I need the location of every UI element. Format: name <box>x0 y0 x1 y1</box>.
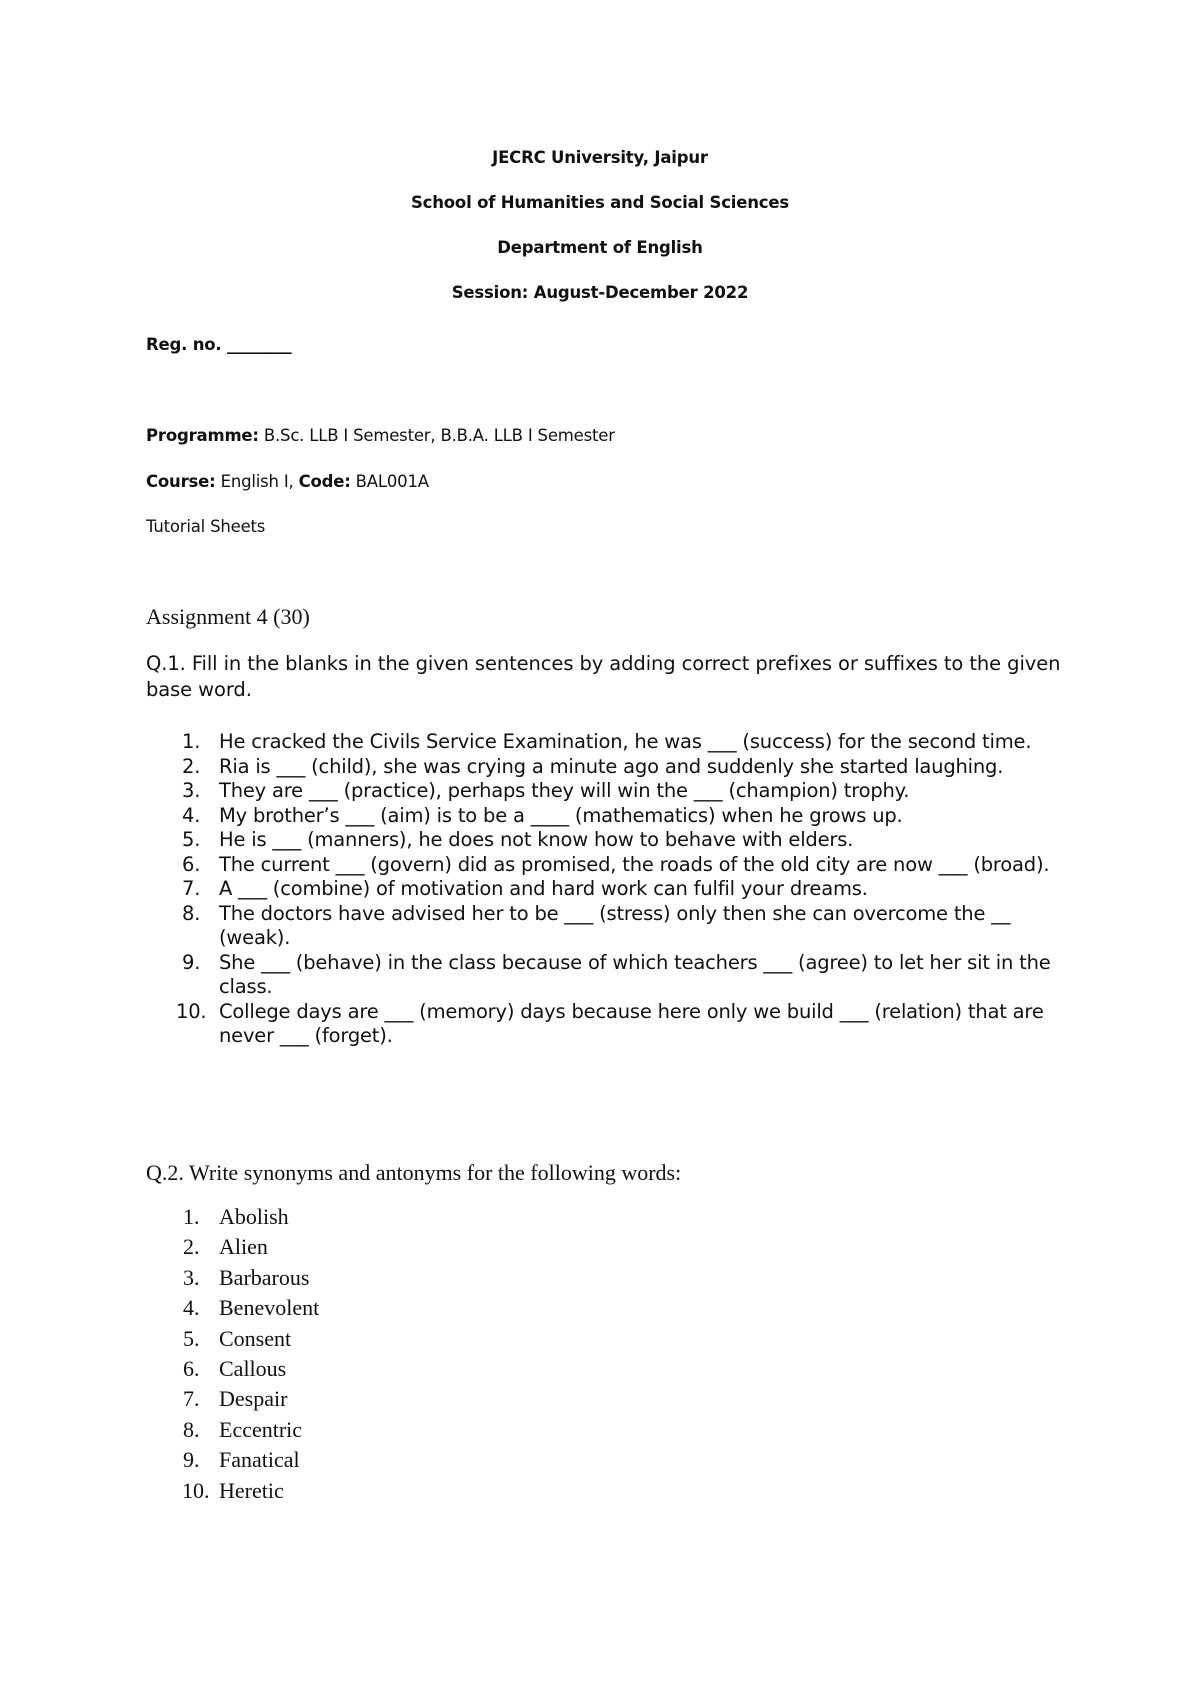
list-item <box>146 1354 319 1384</box>
list-item-number: 2. <box>182 754 201 778</box>
list-item <box>146 804 1066 829</box>
list-item-number: 5. <box>183 1325 200 1351</box>
list-item-number: 4. <box>182 803 201 827</box>
school-name: School of Humanities and Social Sciences <box>410 193 789 212</box>
question-2-prompt: Q.2. Write synonyms and antonyms for the following words: <box>146 1160 682 1185</box>
list-item-number: 9. <box>183 1447 200 1473</box>
list-item-text: Consent <box>219 1325 292 1351</box>
assignment-title: Assignment 4 (30) <box>146 604 310 629</box>
list-item-text: Barbarous <box>219 1264 310 1290</box>
list-item <box>146 730 1066 755</box>
list-item-text: College days are ___ (memory) days because here only we build ___ (relation) that are never ___ (forget). <box>219 999 1044 1047</box>
list-item-number: 1. <box>183 1204 200 1229</box>
list-item-text: Eccentric <box>219 1416 303 1442</box>
list-item-text: Callous <box>219 1356 287 1382</box>
list-item-number: 4. <box>183 1295 200 1321</box>
course-label: Course: <box>146 472 216 491</box>
list-item-number: 6. <box>182 852 201 876</box>
list-item-number: 6. <box>183 1356 200 1382</box>
university-name: JECRC University, Jaipur <box>492 148 708 167</box>
list-item-text: The current ___ (govern) did as promised, the roads of the old city are now ___ (broad). <box>219 852 1050 876</box>
list-item <box>146 755 1066 780</box>
list-item-text: She ___ (behave) in the class because of which teachers ___ (agree) to let her sit in the class. <box>219 950 1051 998</box>
department-name: Department of English <box>497 238 703 257</box>
list-item-text: They are ___ (practice), perhaps they will win the ___ (champion) trophy. <box>219 779 910 802</box>
code-value: BAL001A <box>355 472 429 491</box>
list-item <box>146 828 1066 853</box>
programme-line <box>146 426 615 446</box>
list-item-number: 10. <box>182 1477 210 1503</box>
reg-label: Reg. no. ________ <box>146 335 292 354</box>
list-item <box>146 1293 319 1323</box>
list-item-text: Benevolent <box>219 1295 320 1321</box>
list-item-text: Ria is ___ (child), she was crying a minute ago and suddenly she started laughing. <box>219 754 1004 778</box>
list-item-number: 7. <box>182 877 201 900</box>
list-item-number: 5. <box>182 828 201 851</box>
list-item-number: 3. <box>183 1264 200 1290</box>
list-item-number: 8. <box>182 901 201 925</box>
list-item <box>146 1445 319 1475</box>
list-item-number: 9. <box>182 950 201 974</box>
list-item <box>146 853 1066 878</box>
list-item-number: 10. <box>176 999 207 1023</box>
list-item-text: The doctors have advised her to be ___ (stress) only then she can overcome the __ (weak). <box>219 901 1011 949</box>
list-item-number: 8. <box>183 1416 200 1442</box>
list-item <box>146 1000 1066 1049</box>
course-line <box>146 472 429 492</box>
list-item <box>146 877 1066 902</box>
course-value: English I, <box>220 472 294 491</box>
list-item <box>146 902 1066 951</box>
question-1-list <box>146 730 1066 1049</box>
session-info: Session: August-December 2022 <box>451 283 749 302</box>
list-item <box>146 1415 319 1445</box>
list-item <box>146 951 1066 1000</box>
list-item <box>146 1263 319 1293</box>
list-item <box>146 1324 319 1354</box>
list-item-number: 7. <box>183 1386 200 1412</box>
programme-label: Programme: <box>146 426 259 445</box>
list-item <box>146 1232 319 1262</box>
list-item <box>146 1202 319 1232</box>
list-item <box>146 1384 319 1414</box>
question-1-prompt: Q.1. Fill in the blanks in the given sentences by adding correct prefixes or suffixes to the given base word. <box>146 652 1061 701</box>
list-item-text: Despair <box>219 1386 288 1412</box>
tutorial-label: Tutorial Sheets <box>146 517 266 536</box>
list-item-number: 3. <box>182 779 201 802</box>
document-header <box>0 148 1200 328</box>
list-item-number: 1. <box>182 730 201 753</box>
list-item-text: A ___ (combine) of motivation and hard work can fulfil your dreams. <box>219 877 868 900</box>
list-item-text: He is ___ (manners), he does not know how to behave with elders. <box>219 828 854 851</box>
reg-number <box>146 335 291 355</box>
list-item-text: Fanatical <box>219 1447 300 1473</box>
question-2-list <box>146 1202 319 1506</box>
list-item <box>146 779 1066 804</box>
list-item <box>146 1476 319 1506</box>
list-item-text: My brother’s ___ (aim) is to be a ____ (mathematics) when he grows up. <box>219 803 903 827</box>
list-item-number: 2. <box>183 1234 200 1260</box>
list-item-text: Alien <box>219 1234 268 1260</box>
programme-value: B.Sc. LLB I Semester, B.B.A. LLB I Semester <box>263 426 615 445</box>
code-label: Code: <box>298 472 351 491</box>
list-item-text: He cracked the Civils Service Examination, he was ___ (success) for the second time. <box>219 730 1032 753</box>
list-item-text: Abolish <box>219 1204 289 1229</box>
list-item-text: Heretic <box>219 1477 284 1503</box>
